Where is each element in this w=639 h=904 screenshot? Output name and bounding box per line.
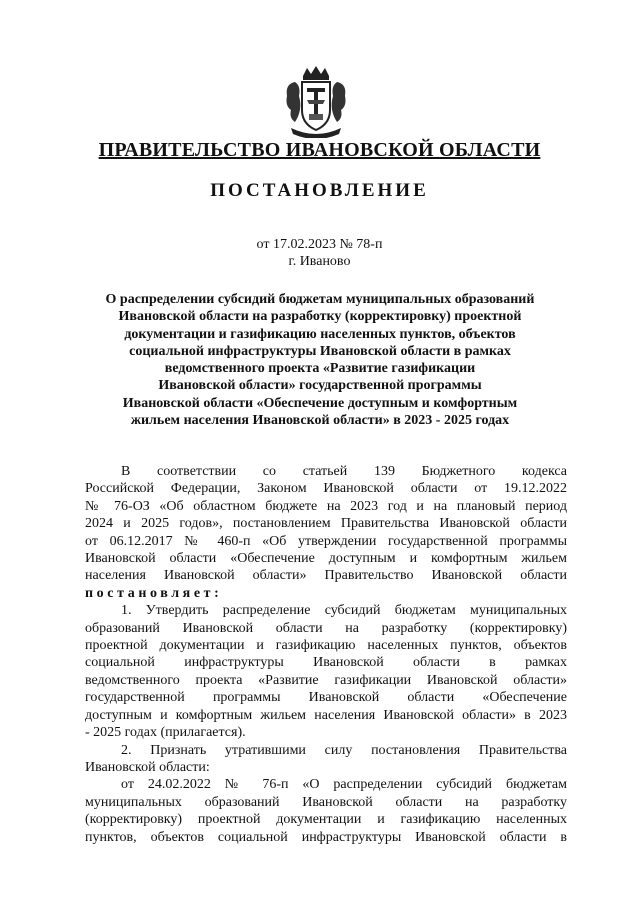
title-line: О распределении субсидий бюджетам муниципальных образований bbox=[105, 292, 535, 307]
body-line: образований Ивановской области на разработку (корректировку) bbox=[85, 620, 567, 636]
body-line: государственной программы Ивановской области «Обеспечение bbox=[85, 690, 567, 706]
body-line: социальной инфраструктуры Ивановской области в рамках bbox=[85, 655, 567, 671]
body-line: 2. Признать утратившими силу постановления Правительства bbox=[121, 742, 567, 758]
resolution-word: постановляет: bbox=[85, 585, 223, 601]
body-line: 2024 и 2025 годов», постановлением Правительства Ивановской области bbox=[85, 516, 567, 532]
date-block bbox=[0, 236, 639, 270]
date-number: от 17.02.2023 № 78-п bbox=[256, 237, 383, 252]
title-line: ведомственного проекта «Развитие газификации bbox=[164, 361, 476, 377]
body-line: проектной документации и газификацию населенных пунктов, объектов bbox=[85, 638, 567, 654]
body-line: 1. Утвердить распределение субсидий бюджетам муниципальных bbox=[121, 603, 567, 619]
city: г. Иваново bbox=[288, 254, 351, 269]
body-line: ведомственного проекта «Развитие газификации Ивановской области» bbox=[85, 672, 567, 688]
title-line: социальной инфраструктуры Ивановской области в рамках bbox=[129, 343, 511, 359]
organization-name: ПРАВИТЕЛЬСТВО ИВАНОВСКОЙ ОБЛАСТИ bbox=[98, 139, 541, 161]
coat-of-arms-icon bbox=[283, 66, 349, 138]
document-type: ПОСТАНОВЛЕНИЕ bbox=[210, 180, 429, 201]
title-line: Ивановской области» государственной программы bbox=[158, 378, 482, 394]
body-line: от 06.12.2017 № 460-п «Об утверждении государственной программы bbox=[85, 533, 567, 549]
body-line: № 76-ОЗ «Об областном бюджете на 2023 год и на плановый период bbox=[85, 498, 567, 514]
title-line: жильем населения Ивановской области» в 2023 - 2025 годах bbox=[130, 413, 510, 429]
body-line: В соответствии со статьей 139 Бюджетного кодекса bbox=[121, 464, 567, 479]
body-line: Ивановской области «Обеспечение доступным и комфортным жильем bbox=[85, 551, 567, 567]
body-line: от 24.02.2022 № 76-п «О распределении субсидий бюджетам bbox=[121, 777, 567, 793]
document-title bbox=[80, 291, 560, 429]
body-line: - 2025 годах (прилагается). bbox=[85, 725, 246, 741]
body-line: пунктов, объектов социальной инфраструктуры Ивановской области в bbox=[85, 829, 567, 845]
body-line: Ивановской области: bbox=[85, 759, 210, 775]
body-line: населения Ивановской области» Правительство Ивановской области bbox=[85, 568, 567, 584]
body-line: доступным и комфортным жильем населения Ивановской области» в 2023 bbox=[85, 707, 567, 723]
body-line: (корректировку) проектной документации и газификацию населенных bbox=[85, 812, 567, 828]
body-line: муниципальных образований Ивановской области на разработку bbox=[85, 794, 567, 810]
document-body bbox=[85, 463, 567, 846]
title-line: документации и газификацию населенных пунктов, объектов bbox=[124, 326, 516, 342]
body-line: Российской Федерации, Законом Ивановской области от 19.12.2022 bbox=[85, 481, 567, 497]
title-line: Ивановской области на разработку (корректировку) проектной bbox=[118, 309, 522, 325]
title-line: Ивановской области «Обеспечение доступным и комфортным bbox=[122, 395, 518, 411]
